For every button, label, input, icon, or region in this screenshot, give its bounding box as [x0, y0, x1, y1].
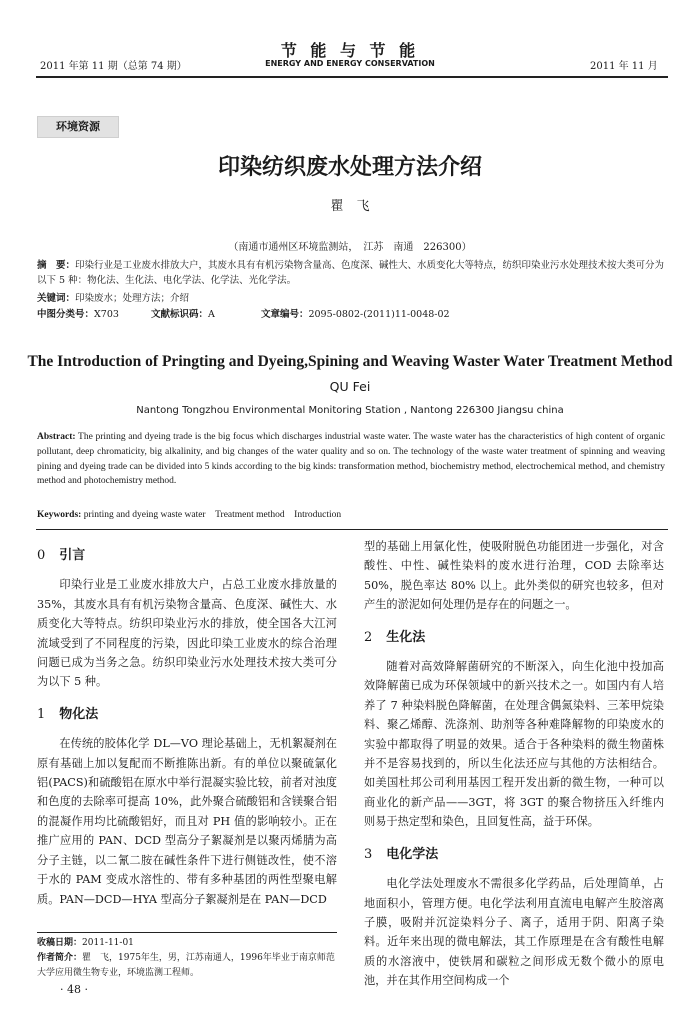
- author-name: 瞿 飞: [330, 199, 370, 214]
- keywords-en-label: Keywords:: [37, 510, 82, 520]
- author-bio-label: 作者简介：: [37, 953, 83, 963]
- section-0-title: 引言: [59, 548, 86, 563]
- author-name-en: QU Fei: [329, 379, 371, 394]
- article-id-value: 2095-0802-(2011)11-0048-02: [308, 309, 450, 320]
- section-3-title: 电化学法: [386, 846, 439, 862]
- article-title: 印染纺织废水处理方法介绍: [217, 154, 482, 180]
- author-bio: [37, 951, 337, 981]
- section-2-paragraph: 随着对高效降解菌研究的不断深入，向生化池中投加高效降解菌已成为环保领域中的新兴技术之一。如国内有人培养了 7 种染料脱色降解菌，在处理含偶氮染料、三苯甲烷染料、聚乙烯醇、洗涤剂、助剂等各种难降解物的印染废水的实验中都取得了明显的效果。适合于各种染料的微生物菌株并不是容易找到的，所以生化法还应与其他的方法相结合。如美国杜邦公司利用基因工程开发出新的微生物，一种可以商业化的新产品——3GT，将 3GT 的聚合物挤压入纤维内则易于热定型和染色，且回复性高，益于环保。: [364, 660, 664, 829]
- journal-title-cn: 节 能 与 节 能: [280, 41, 420, 60]
- section-2-title: 生化法: [386, 629, 426, 645]
- journal-title-en: ENERGY AND ENERGY CONSERVATION: [265, 59, 435, 68]
- section-1-number: 1: [37, 706, 46, 722]
- author-bio-text: 瞿 飞，1975年生，男，江苏南通人，1996年毕业于南京师范大学应用微生物专业，环境监测工程师。: [37, 953, 335, 978]
- keywords-cn: [37, 291, 667, 306]
- header-left: 2011 年第 11 期（总第 74 期）: [40, 61, 187, 72]
- abstract-cn-label: 摘 要：: [37, 260, 76, 271]
- left-column: [37, 546, 337, 909]
- received-label: 收稿日期：: [37, 938, 83, 948]
- section-0-heading: [37, 546, 337, 565]
- keywords-en: [37, 508, 665, 523]
- footnote-rule: [37, 932, 337, 933]
- section-tag: 环境资源: [37, 116, 119, 138]
- keywords-cn-text: 印染废水；处理方法；介绍: [75, 293, 190, 304]
- section-3-number: 3: [364, 846, 373, 862]
- header-rule: [36, 76, 668, 78]
- right-column: [364, 537, 664, 991]
- section-1-paragraph: 在传统的胶体化学 DL—VO 理论基础上，无机絮凝剂在原有基础上加以复配而不断推陈出新。有的单位以聚硫氯化铝(PACS)和硫酸铝在原水中举行混凝实验比较，前者对浊度和色度的去除率可提高 10%，此外聚合硫酸铝和含镁聚合铝的混凝作用均比硫酸铝好，而且对 PH 值的影响较小。正在推广应用的 PAN、DCD 型高分子絮凝剂是以聚丙烯腈为高分子主链，以二氰二胺在碱性条件下进行侧链改性，使不溶于水的 PAM 变成水溶性的、带有多种基团的两性型聚电解质。PAN—DCD—HYA 型高分子絮凝剂是在 PAN—DCD: [37, 737, 337, 906]
- section-2-number: 2: [364, 629, 373, 645]
- doc-code-value: A: [208, 309, 215, 320]
- abstract-cn-text: 印染行业是工业废水排放大户，其废水具有有机污染物含量高、色度深、碱性大、水质变化大等特点，纺织印染业污水处理技术按大类可分为以下 5 种：物化法、生化法、电化学法、化学法、光化学法。: [37, 260, 665, 286]
- keywords-cn-label: 关键词：: [37, 293, 76, 304]
- clc-value: X703: [94, 309, 119, 320]
- doc-code-label: 文献标识码：: [150, 309, 208, 320]
- clc-label: 中图分类号：: [37, 309, 95, 320]
- abstract-en-label: Abstract:: [37, 432, 76, 442]
- footnote: [37, 936, 337, 981]
- header-right: 2011 年 11 月: [590, 61, 658, 72]
- right-column-paragraph-continued: 型的基础上用氯化性，使吸附脱色功能团进一步强化，对含酸性、中性、碱性染料的废水进行治理，COD 去除率达 50%，脱色率达 80% 以上。此外类似的研究也较多，但对产生的淤泥如何处理仍是存在的问题之一。: [364, 540, 664, 612]
- page-number: · 48 ·: [60, 983, 88, 996]
- section-2-heading: [364, 628, 664, 647]
- section-3-paragraph: 电化学法处理废水不需很多化学药品，后处理简单，占地面积小，管理方便。电化学法利用直流电电解产生胶溶离子膜，吸附并沉淀染料分子、离子，适用于阴、阳离子染料。近年来出现的微电解法，其工作原理是在含有酸性电解质的水溶液中，使铁屑和碳粒之间形成无数个微小的原电池，并在其作用空间构成一个: [364, 877, 664, 988]
- abstract-rule: [36, 529, 668, 530]
- affiliation: （南通市通州区环境监测站， 江苏 南通 226300）: [228, 242, 472, 253]
- article-id-label: 文章编号：: [260, 309, 309, 320]
- section-3-heading: [364, 845, 664, 864]
- section-1-title: 物化法: [59, 706, 99, 722]
- received-date: [37, 936, 337, 951]
- section-1-heading: [37, 705, 337, 724]
- classification: [37, 307, 667, 322]
- abstract-en-text: The printing and dyeing trade is the big focus which discharges industrial waste water. The waste water has the characteristics of high content of organic pollutant, deep chromaticity, big alkalinity, and big changes of the water quality and so on. The technology of the waste water treatment of spinning and weaving pining and dyeing trade can be divided into 5 kinds according to the big kinds: transformation method, biochemistry method, electrochemical method, and chemistry method and photochemistry method.: [37, 432, 665, 487]
- keywords-en-text: printing and dyeing waste water Treatment method Introduction: [83, 510, 342, 520]
- received-value: 2011-11-01: [82, 938, 134, 948]
- abstract-cn: [37, 258, 667, 288]
- abstract-en: [37, 430, 665, 489]
- affiliation-en: Nantong Tongzhou Environmental Monitoring Station , Nantong 226300 Jiangsu china: [136, 405, 564, 416]
- article-title-en: The Introduction of Pringting and Dyeing,Spining and Weaving Waster Water Treatment Method: [27, 353, 673, 370]
- section-0-paragraph: 印染行业是工业废水排放大户，占总工业废水排放量的 35%，其废水具有有机污染物含量高、色度深、碱性大、水质变化大等特点。纺织印染业污水的排放，使全国各大江河流域受到了不同程度的污染，因此印染工业废水的综合治理问题已成为当务之急。纺织印染业污水处理技术按大类可分为以下 5 种。: [37, 578, 337, 689]
- section-0-number: 0: [37, 548, 46, 563]
